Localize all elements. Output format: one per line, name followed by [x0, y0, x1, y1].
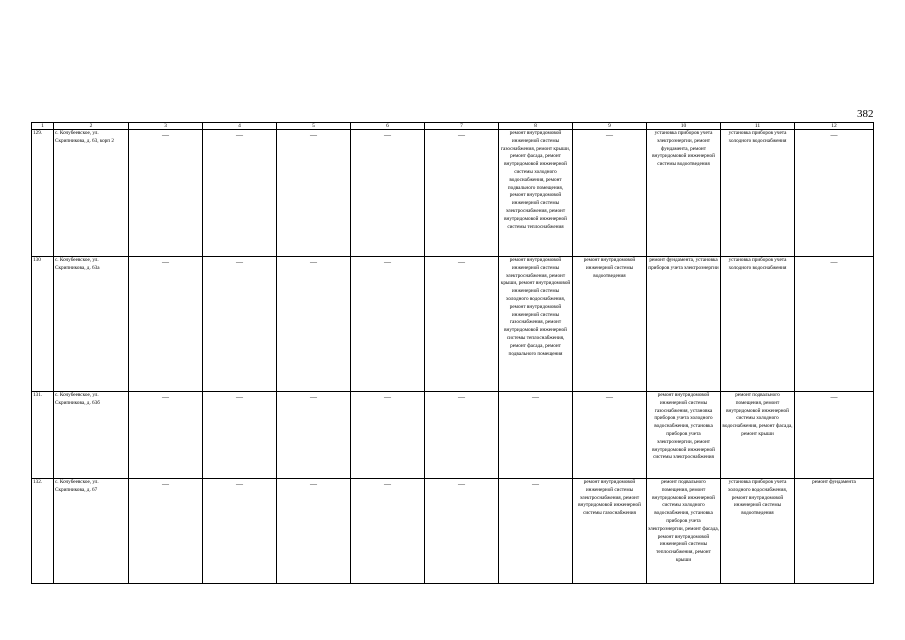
dash-mark: — — [310, 258, 317, 266]
table-body — [32, 130, 874, 584]
address-cell: с. Кочубеевское, ул. Скрипникова, д. 63, корп 2 — [54, 130, 129, 257]
empty-cell — [425, 479, 499, 584]
work-types-cell: установка приборов учета холодного водоснабжения — [721, 130, 795, 257]
row-number: 130 — [32, 257, 54, 392]
dash-mark: — — [384, 480, 391, 488]
dash-mark: — — [532, 393, 539, 401]
dash-mark: — — [830, 131, 838, 139]
dash-mark: — — [236, 393, 243, 401]
column-header: 1 — [32, 123, 54, 130]
work-types-cell: ремонт подвального помещения, ремонт внутридомовой инженерной системы холодного водоснабжения, ремонт фасада, ремонт крыши — [721, 392, 795, 479]
table-row — [32, 479, 874, 584]
dash-mark: — — [606, 131, 613, 139]
empty-cell — [129, 479, 203, 584]
empty-cell — [351, 392, 425, 479]
row-number: 131. — [32, 392, 54, 479]
address-cell: с. Кочубеевское, ул. Скрипникова, д. 67 — [54, 479, 129, 584]
dash-mark: — — [162, 131, 169, 139]
table-row — [32, 130, 874, 257]
empty-cell — [795, 392, 874, 479]
column-header: 11 — [721, 123, 795, 130]
dash-mark: — — [310, 480, 317, 488]
empty-cell — [499, 392, 573, 479]
dash-mark: — — [384, 393, 391, 401]
page-number: 382 — [857, 108, 874, 120]
capital-repair-table — [31, 122, 874, 584]
empty-cell — [795, 257, 874, 392]
address-cell: с. Кочубеевское, ул. Скрипникова, д. 63а — [54, 257, 129, 392]
empty-cell — [573, 392, 647, 479]
dash-mark: — — [606, 393, 613, 401]
dash-mark: — — [310, 393, 317, 401]
empty-cell — [425, 130, 499, 257]
header-row — [32, 123, 874, 130]
dash-mark: — — [458, 258, 465, 266]
dash-mark: — — [830, 393, 838, 401]
column-header: 7 — [425, 123, 499, 130]
dash-mark: — — [458, 131, 465, 139]
dash-mark: — — [236, 480, 243, 488]
empty-cell — [277, 479, 351, 584]
dash-mark: — — [458, 393, 465, 401]
dash-mark: — — [830, 258, 838, 266]
address-cell: с. Кочубеевское, ул. Скрипникова, д. 63б — [54, 392, 129, 479]
dash-mark: — — [384, 131, 391, 139]
work-types-cell: ремонт подвального помещения, ремонт внутридомовой инженерной системы холодного водоснабжения, установка приборов учета электроэнергии, ремонт фасада, ремонт внутридомовой инженерной системы теплоснабжения, ремонт крыши — [647, 479, 721, 584]
table-row — [32, 257, 874, 392]
work-types-cell: ремонт внутридомовой инженерной системы электроснабжения, ремонт крыши, ремонт внутридомовой инженерной системы холодного водоснабжения, ремонт внутридомовой инженерной системы газоснабжения, ремонт внутридомовой инженерной системы теплоснабжения, ремонт фасада, ремонт подвального помещения — [499, 257, 573, 392]
dash-mark: — — [162, 258, 169, 266]
column-header: 4 — [203, 123, 277, 130]
empty-cell — [499, 479, 573, 584]
column-header: 3 — [129, 123, 203, 130]
column-header: 2 — [54, 123, 129, 130]
dash-mark: — — [162, 393, 169, 401]
empty-cell — [351, 479, 425, 584]
column-header: 9 — [573, 123, 647, 130]
dash-mark: — — [236, 131, 243, 139]
dash-mark: — — [458, 480, 465, 488]
empty-cell — [129, 392, 203, 479]
dash-mark: — — [310, 131, 317, 139]
column-header: 5 — [277, 123, 351, 130]
work-types-cell: установка приборов учета холодного водоснабжения, ремонт внутридомовой инженерной системы водоотведения — [721, 479, 795, 584]
work-types-cell: ремонт внутридомовой инженерной системы газоснабжения, установка приборов учета холодного водоснабжения, установка приборов учета электроэнергии, ремонт внутридомовой инженерной системы электроснабжения — [647, 392, 721, 479]
row-number: 132. — [32, 479, 54, 584]
work-types-cell: ремонт фундамента — [795, 479, 874, 584]
empty-cell — [277, 392, 351, 479]
dash-mark: — — [162, 480, 169, 488]
column-header: 12 — [795, 123, 874, 130]
dash-mark: — — [384, 258, 391, 266]
work-types-cell: установка приборов учета холодного водоснабжения — [721, 257, 795, 392]
empty-cell — [129, 130, 203, 257]
column-header: 8 — [499, 123, 573, 130]
work-types-cell: ремонт внутридомовой инженерной системы водоотведения — [573, 257, 647, 392]
empty-cell — [425, 257, 499, 392]
work-types-cell: ремонт фундамента, установка приборов учета электроэнергии — [647, 257, 721, 392]
work-types-cell: установка приборов учета электроэнергии, ремонт фундамента, ремонт внутридомовой инженерной системы водоотведения — [647, 130, 721, 257]
column-header: 10 — [647, 123, 721, 130]
empty-cell — [277, 257, 351, 392]
empty-cell — [351, 130, 425, 257]
empty-cell — [573, 130, 647, 257]
empty-cell — [351, 257, 425, 392]
column-header: 6 — [351, 123, 425, 130]
row-number: 129. — [32, 130, 54, 257]
empty-cell — [203, 130, 277, 257]
empty-cell — [203, 479, 277, 584]
empty-cell — [129, 257, 203, 392]
empty-cell — [425, 392, 499, 479]
dash-mark: — — [532, 480, 539, 488]
table-row — [32, 392, 874, 479]
empty-cell — [277, 130, 351, 257]
empty-cell — [795, 130, 874, 257]
work-types-cell: ремонт внутридомовой инженерной системы газоснабжения, ремонт крыши, ремонт фасада, ремонт внутридомовой инженерной системы холодного водоснабжения, ремонт подвального помещения, ремонт внутридомовой инженерной системы электроснабжения, ремонт внутридомовой инженерной системы теплоснабжения — [499, 130, 573, 257]
empty-cell — [203, 257, 277, 392]
work-types-cell: ремонт внутридомовой инженерной системы электроснабжения, ремонт внутридомовой инженерной системы газоснабжения — [573, 479, 647, 584]
dash-mark: — — [236, 258, 243, 266]
empty-cell — [203, 392, 277, 479]
